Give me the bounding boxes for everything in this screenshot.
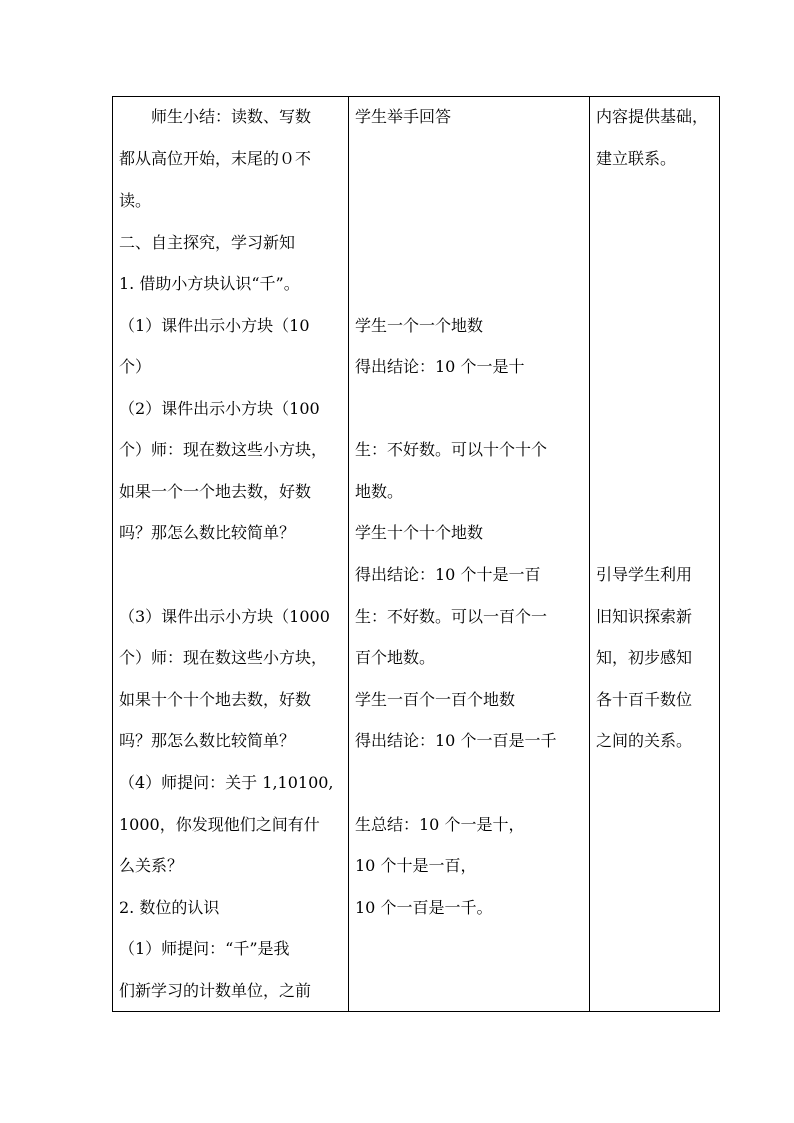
student-text-line: 得出结论：10 个一百是一千 <box>355 731 557 750</box>
teacher-text-line: 都从高位开始，末尾的０不 <box>119 149 312 168</box>
intent-text-line: 各十百千数位 <box>596 690 693 709</box>
teacher-text-line: 么关系？ <box>119 856 184 875</box>
student-text-line: 得出结论：10 个一是十 <box>355 357 525 376</box>
teacher-text-line: 师生小结：读数、写数 <box>119 107 312 126</box>
intent-text-line: 之间的关系。 <box>596 731 693 750</box>
intent-text-line: 知，初步感知 <box>596 648 693 667</box>
teacher-text-line: （1）师提问：“千”是我 <box>119 939 290 958</box>
teacher-text-line: （1）课件出示小方块（10 <box>119 316 310 335</box>
student-text-line: 10 个十是一百， <box>355 856 477 875</box>
teacher-text-line: （3）课件出示小方块（1000 <box>119 607 330 626</box>
teacher-text-line: 1. 借助小方块认识“千”。 <box>119 274 300 293</box>
teacher-text-line: 读。 <box>119 191 152 210</box>
intent-text-line: 引导学生利用 <box>596 565 693 584</box>
student-text-line: 学生一个一个地数 <box>355 316 484 335</box>
intent-text-line: 旧知识探索新 <box>596 607 693 626</box>
teacher-text-line: 吗？那怎么数比较简单？ <box>119 731 296 750</box>
student-text-line: 学生一百个一百个地数 <box>355 690 516 709</box>
student-text-line: 生：不好数。可以十个十个 <box>355 440 548 459</box>
student-text-line: 地数。 <box>355 482 404 501</box>
student-text-line: 10 个一百是一千。 <box>355 898 493 917</box>
teacher-text-line: 二、自主探究，学习新知 <box>119 233 296 252</box>
teacher-text-line: 吗？那怎么数比较简单？ <box>119 523 296 542</box>
student-text-line: 生：不好数。可以一百个一 <box>355 607 548 626</box>
column-divider <box>589 97 590 1011</box>
teacher-text-line: 1000，你发现他们之间有什 <box>119 815 320 834</box>
teacher-text-line: 们新学习的计数单位，之前 <box>119 981 312 1000</box>
intent-text-line: 建立联系。 <box>596 149 677 168</box>
teacher-text-line: 如果十个十个地去数，好数 <box>119 690 312 709</box>
teacher-text-line: （2）课件出示小方块（100 <box>119 399 320 418</box>
teacher-text-line: 个）师：现在数这些小方块， <box>119 648 328 667</box>
intent-text-line: 内容提供基础， <box>596 107 709 126</box>
teacher-text-line: （4）师提问：关于 1,10100, <box>119 773 334 792</box>
teacher-text-line: 如果一个一个地去数，好数 <box>119 482 312 501</box>
student-text-line: 生总结：10 个一是十， <box>355 815 525 834</box>
student-text-line: 得出结论：10 个十是一百 <box>355 565 541 584</box>
teacher-text-line: 2. 数位的认识 <box>119 898 220 917</box>
teacher-text-line: 个） <box>119 357 152 376</box>
student-text-line: 百个地数。 <box>355 648 436 667</box>
student-text-line: 学生举手回答 <box>355 107 452 126</box>
column-divider <box>348 97 349 1011</box>
student-text-line: 学生十个十个地数 <box>355 523 484 542</box>
teacher-text-line: 个）师：现在数这些小方块， <box>119 440 328 459</box>
